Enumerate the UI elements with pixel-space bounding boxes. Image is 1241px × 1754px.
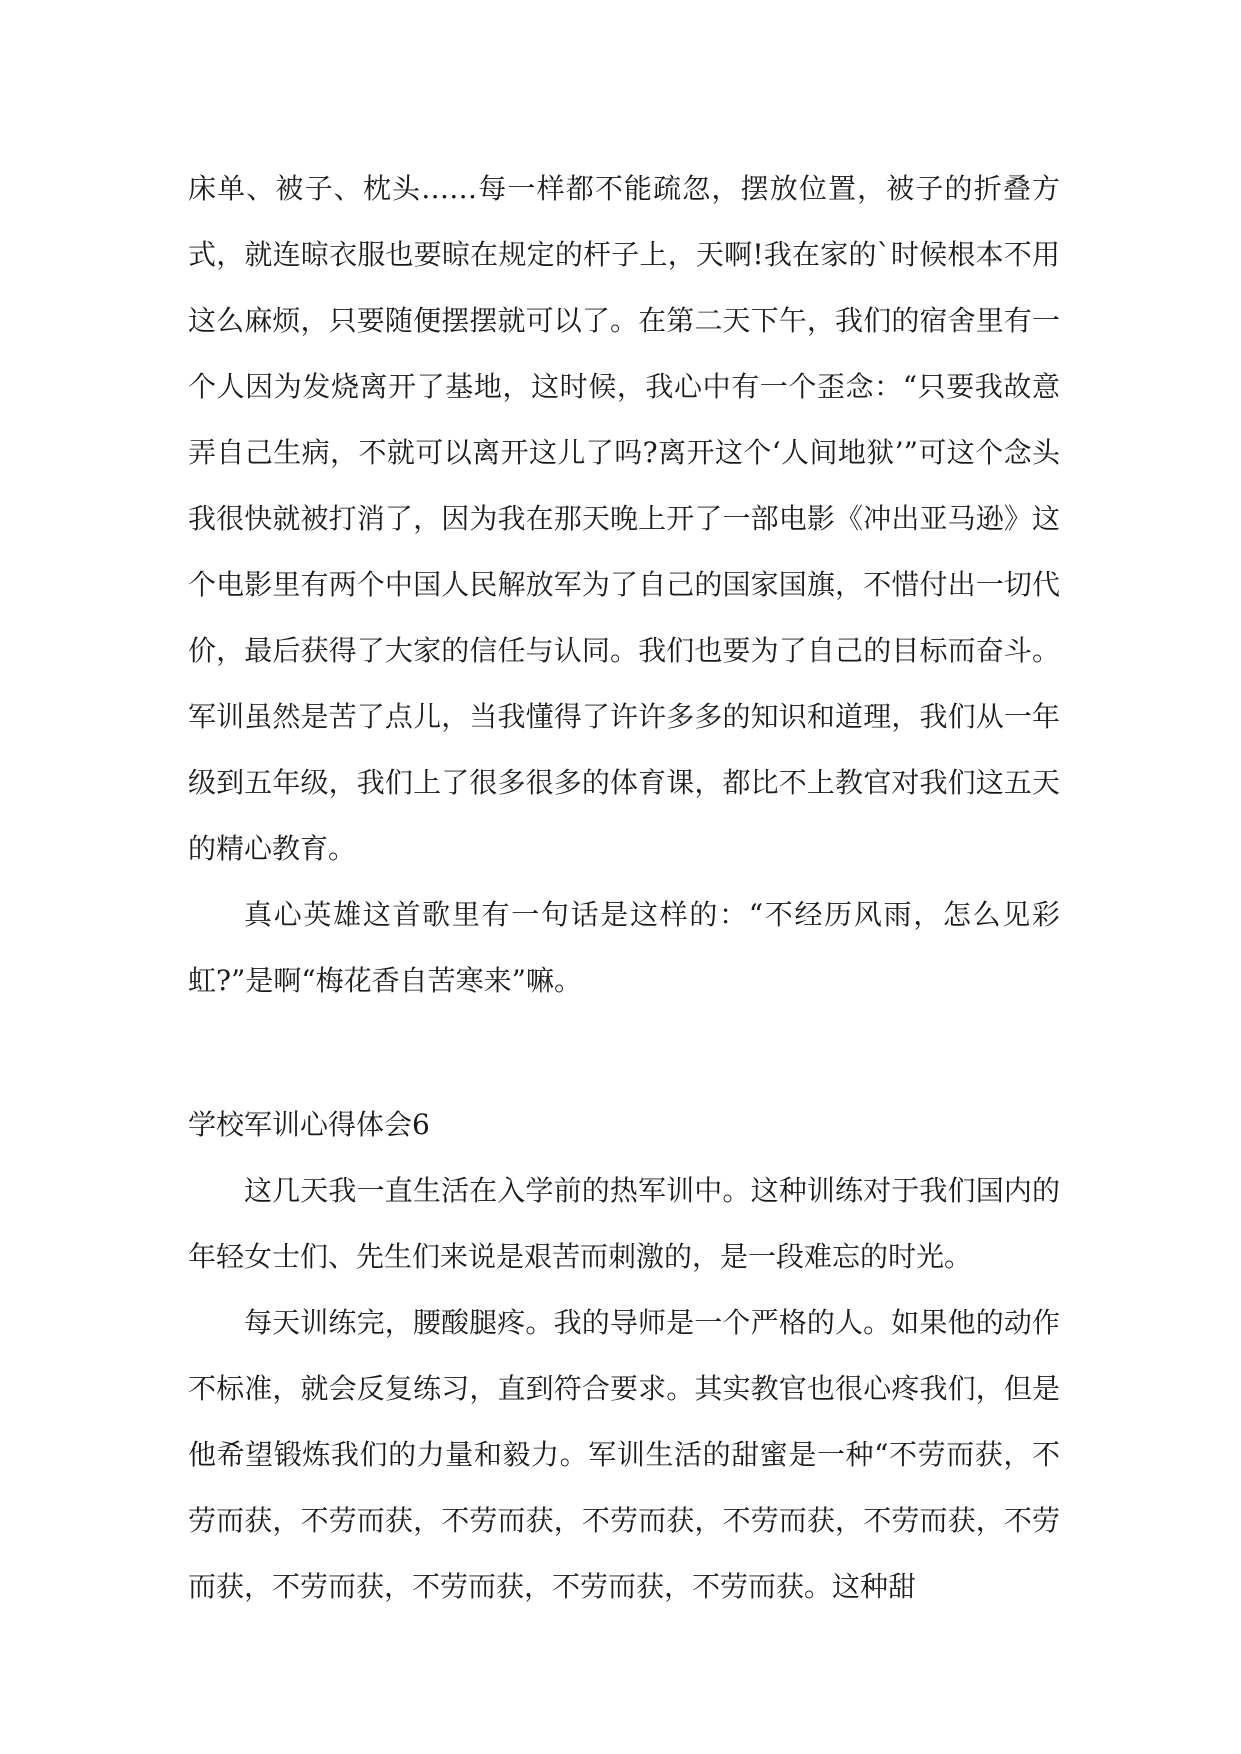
section-heading: 学校军训心得体会6 xyxy=(188,1108,430,1141)
paragraph-intro: 这几天我一直生活在入学前的热军训中。这种训练对于我们国内的年轻女士们、先生们来说是艰苦而刺激的，是一段难忘的时光。 xyxy=(188,1174,1060,1273)
paragraph-training: 每天训练完，腰酸腿疼。我的导师是一个严格的人。如果他的动作不标准，就会反复练习，直到符合要求。其实教官也很心疼我们，但是他希望锻炼我们的力量和毅力。军训生活的甜蜜是一种“不劳而获，不劳而获，不劳而获，不劳而获，不劳而获，不劳而获，不劳而获，不劳而获，不劳而获，不劳而获，不劳而获，不劳而获。这种甜 xyxy=(188,1306,1060,1603)
paragraph-song-quote: 真心英雄这首歌里有一句话是这样的：“不经历风雨，怎么见彩虹?”是啊“梅花香自苦寒来”嘛。 xyxy=(188,898,1060,997)
document-body xyxy=(188,156,1060,1620)
paragraph-continued: 床单、被子、枕头……每一样都不能疏忽，摆放位置，被子的折叠方式，就连晾衣服也要晾在规定的杆子上，天啊!我在家的`时候根本不用这么麻烦，只要随便摆摆就可以了。在第二天下午，我们的宿舍里有一个人因为发烧离开了基地，这时候，我心中有一个歪念：“只要我故意弄自己生病，不就可以离开这儿了吗?离开这个‘人间地狱’”可这个念头我很快就被打消了，因为我在那天晚上开了一部电影《冲出亚马逊》这个电影里有两个中国人民解放军为了自己的国家国旗，不惜付出一切代价，最后获得了大家的信任与认同。我们也要为了自己的目标而奋斗。军训虽然是苦了点儿，当我懂得了许许多多的知识和道理，我们从一年级到五年级，我们上了很多很多的体育课，都比不上教官对我们这五天的精心教育。 xyxy=(188,172,1060,865)
